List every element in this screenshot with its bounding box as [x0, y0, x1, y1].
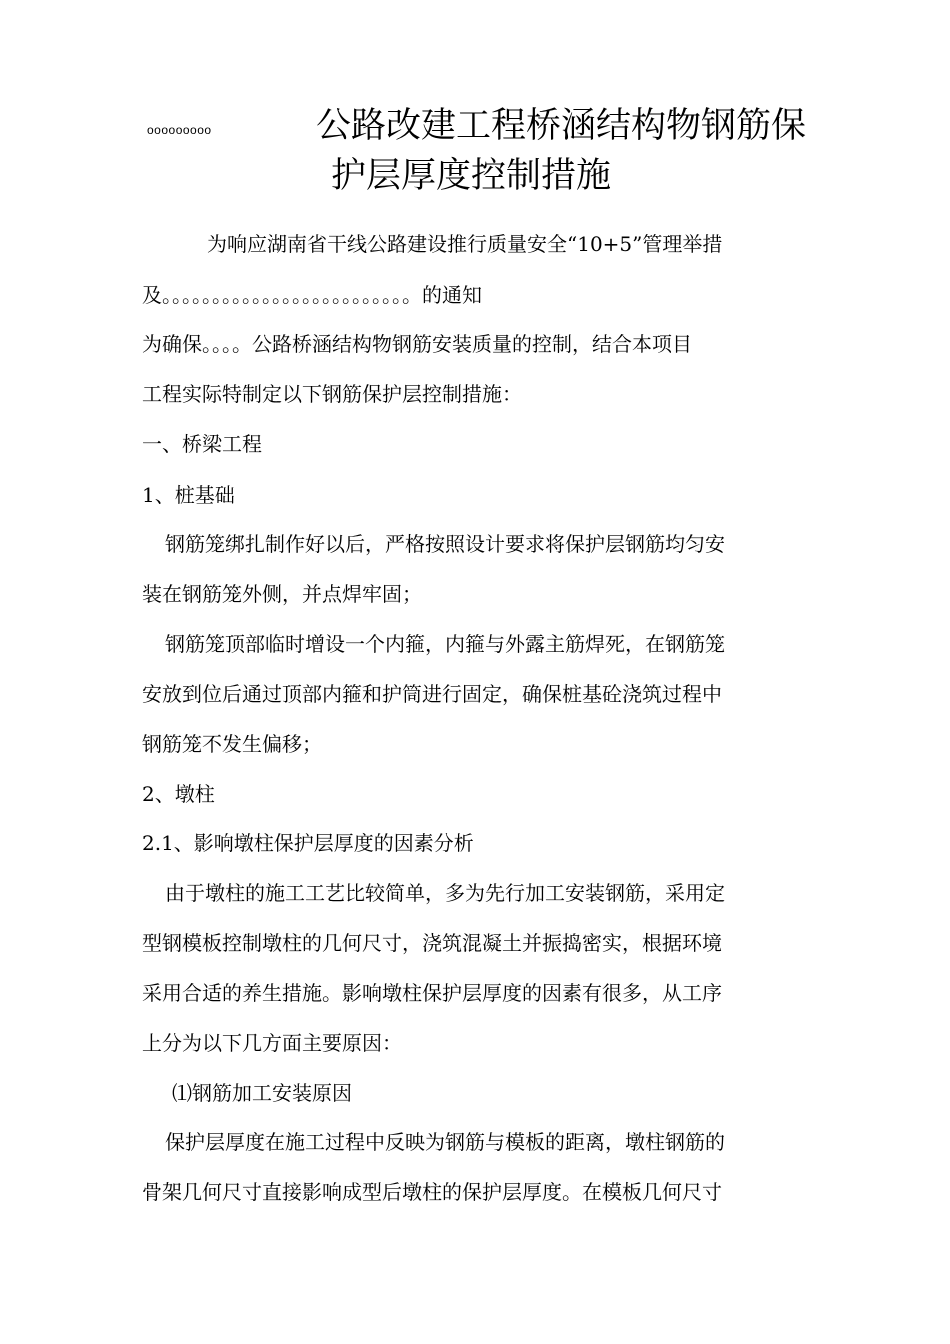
paragraph-line: 上分为以下几方面主要原因： — [142, 1031, 402, 1055]
subsection-heading: 2.1、影响墩柱保护层厚度的因素分析 — [142, 831, 474, 855]
paragraph-line: 由于墩柱的施工工艺比较简单，多为先行加工安装钢筋，采用定 — [165, 881, 725, 905]
paragraph-line: 骨架几何尺寸直接影响成型后墩柱的保护层厚度。在模板几何尺寸 — [142, 1180, 722, 1204]
paragraph-line: 为确保。。。。公路桥涵结构物钢筋安装质量的控制，结合本项目 — [142, 332, 692, 356]
paragraph-line: 及。。。。。。。。。。。。。。。。。。。。。。。。。的通知 — [142, 283, 482, 307]
paragraph-line: 装在钢筋笼外侧，并点焊牢固； — [142, 582, 422, 606]
document-code: ooooooooo — [147, 123, 212, 137]
paragraph-line: 安放到位后通过顶部内箍和护筒进行固定，确保桩基砼浇筑过程中 — [142, 682, 722, 706]
paragraph-line: 工程实际特制定以下钢筋保护层控制措施： — [142, 382, 522, 406]
paragraph-line: 钢筋笼绑扎制作好以后，严格按照设计要求将保护层钢筋均匀安 — [165, 532, 725, 556]
section-heading: 一、桥梁工程 — [142, 432, 262, 456]
document-title-line-1: 公路改建工程桥涵结构物钢筋保 — [316, 106, 807, 146]
list-item-heading: ⑴钢筋加工安装原因 — [172, 1081, 352, 1105]
subsection-heading: 2、墩柱 — [142, 782, 215, 806]
subsection-heading: 1、桩基础 — [142, 483, 235, 507]
paragraph-line: 钢筋笼顶部临时增设一个内箍，内箍与外露主筋焊死，在钢筋笼 — [165, 632, 725, 656]
paragraph-line: 钢筋笼不发生偏移； — [142, 732, 322, 756]
document-title-line-2: 护层厚度控制措施 — [331, 156, 612, 196]
paragraph-line: 保护层厚度在施工过程中反映为钢筋与模板的距离，墩柱钢筋的 — [165, 1130, 725, 1154]
paragraph-line: 采用合适的养生措施。影响墩柱保护层厚度的因素有很多，从工序 — [142, 981, 722, 1005]
paragraph-line: 为响应湖南省干线公路建设推行质量安全“10+5”管理举措 — [207, 232, 723, 256]
paragraph-line: 型钢模板控制墩柱的几何尺寸，浇筑混凝土并振捣密实，根据环境 — [142, 931, 722, 955]
